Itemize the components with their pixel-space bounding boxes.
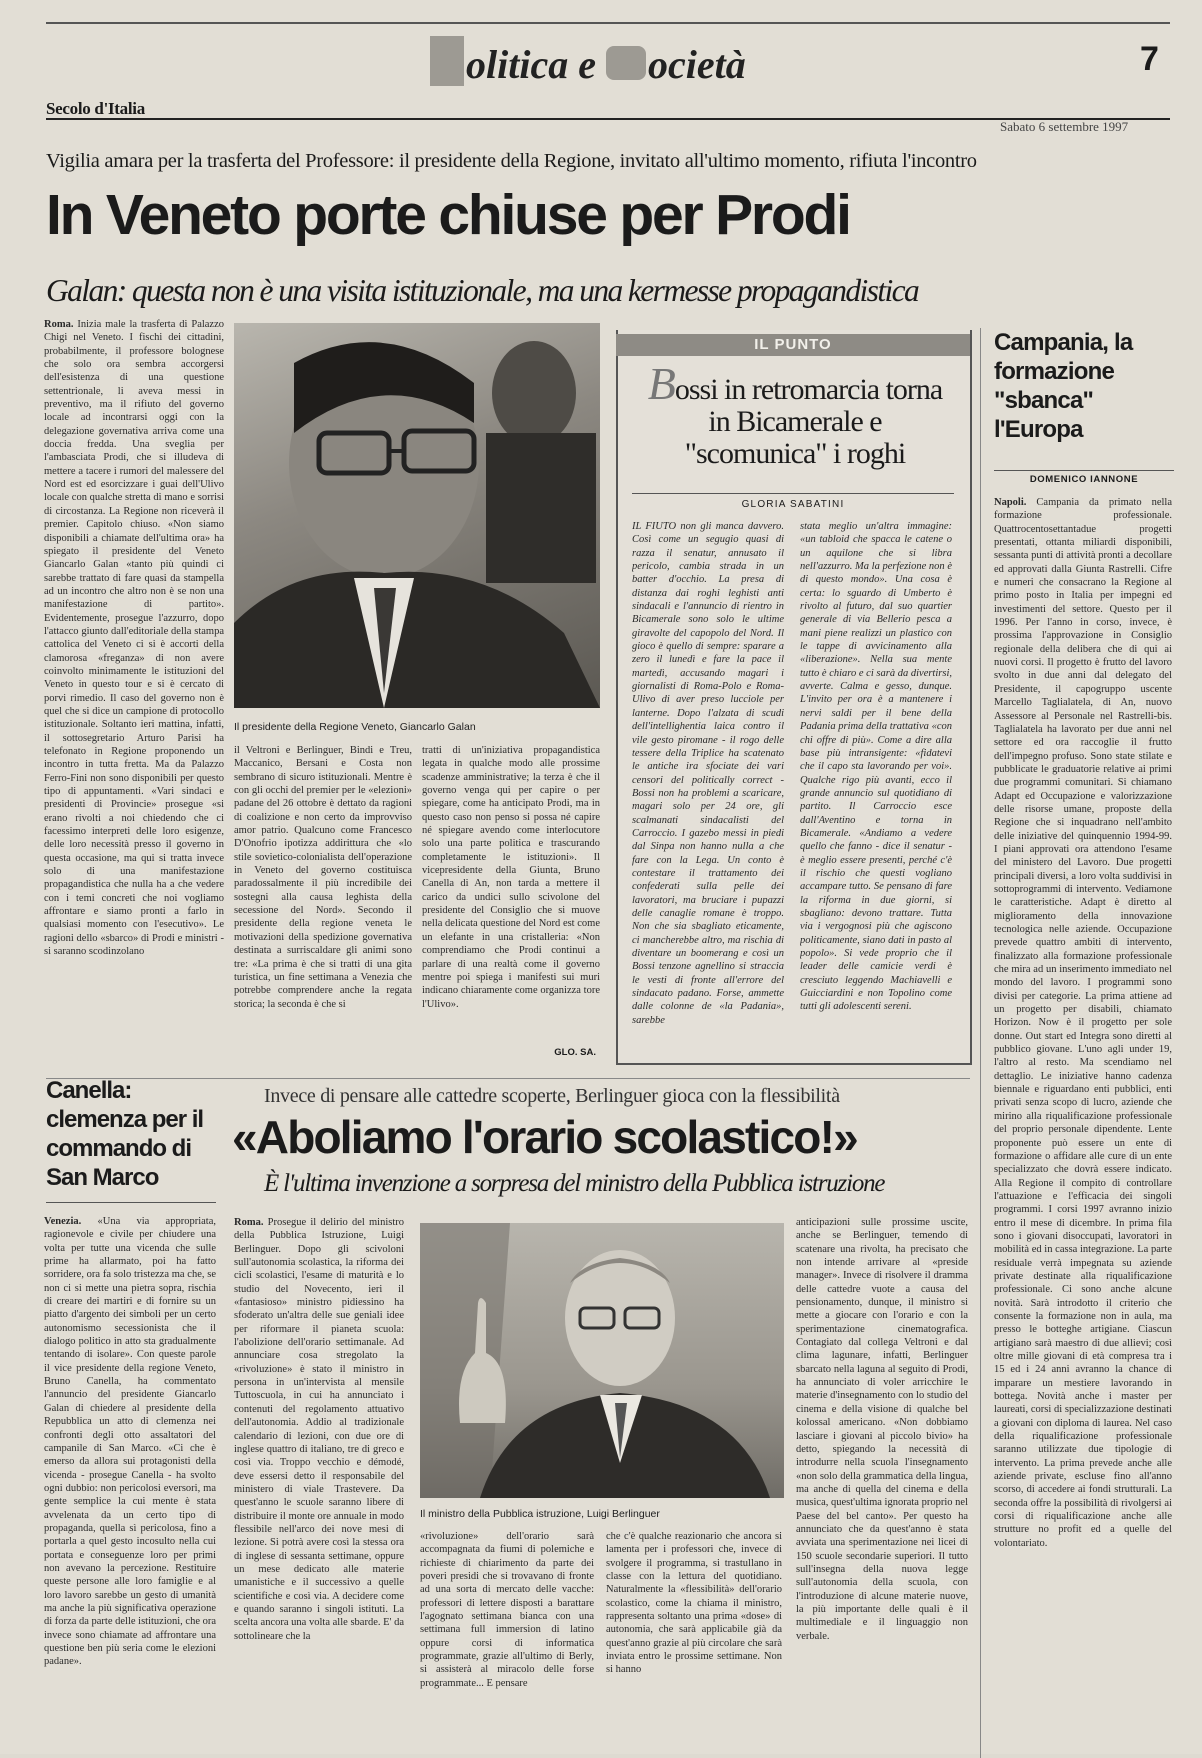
- campania-dateline: Napoli.: [994, 497, 1027, 508]
- berlinguer-photo-caption: Il ministro della Pubblica istruzione, Luigi Berlinguer: [420, 1508, 660, 1520]
- il-punto-column-2: stata meglio un'altra immagine: «un tabloid che spacca le catene o un aquilone che si libra nell'azzurro. Ma la perfezione non è di questo mondo». Una cosa è certa: lo sguardo di Umberto è rivolto al futuro, dal suo quartier generale di via Bellerio pesca a mani piene realizzi un plastico con le tappe di avvicinamento alla «liberazione». Nella sua mente tutto è chiaro e ci sarà da divertirsi, avverte. Calma e gesso, dunque. L'invito per ora è a mantenere i nervi saldi per il bene della Padania prima della trattativa «con chi offre di più». Come a dire alla base più intransigente: «fidatevi che il capo sta lavorando per voi». Qualche rigo più avanti, ecco il grande annuncio sul quotidiano di partito. Il Carroccio esce dall'Aventino e torna in Bicamerale. «Andiamo a vedere quello che fanno - dice il senatur - è meglio essere presenti, perché c'è il rischio che questi vogliano accampare tutto. Se pensano di fare la riforma in due giorni, si sbagliano: devono trattare. Tutta via i vergognosi più che agiscono politicamente, siano dati in pasto al popolo». Si vede proprio che il leader delle camicie verdi è cresciuto leggendo Machiavelli e Guicciardini e non Topolino come tutti gli adolescenti sereni.: [800, 521, 952, 1013]
- section-title-cap-s: [606, 46, 646, 80]
- lead-kicker: Vigilia amara per la trasferta del Professore: il presidente della Regione, invitato all'ultimo momento, rifiuta l'incontro: [46, 150, 977, 172]
- newspaper-name: Secolo d'Italia: [46, 99, 145, 118]
- campania-text: Campania da primato nella formazione professionale. Quattrocentosettantadue progetti presentati, ottanta miliardi disponibili, sessanta punti di attività pronti a decollare ed approvati dalla Giunta Rastrelli. Cifre e numeri che consacrano la Regione al primo posto in Italia per impegni ed investimenti del settore. Questo per il 1996. Per l'anno in corso, invece, è prossima l'approvazione in Consiglio regionale della delibera che di qui ai nuovi corsi. Il progetto è frutto del lavoro svolto in due anni dal delegato del Presidente, il capogruppo uscente Marcello Taglialatela, di An, nuovo Assessore al Personale nel Rastrelli-bis. Taglialatela ha lavorato per due anni nel settore ed ora raccoglie il frutto dell'impegno profuso. Sono state stilate e pubblicate le graduatorie relative ai primi due programmi comunitari. Si chiamano Adapt ed Occupazione e valorizzazione delle risorse umane, proposte della Regione che si inquadrano nell'ambito delle iniziative del quinquennio 1994-99. I piani approvati ora attendono l'esame del ministero del Lavoro. Due progetti principali diversi, a loro volta suddivisi in sottoprogrammi di intervento. Vediamone le caratteristiche. Adapt è diretto al miglioramento della innovazione tecnologica nelle aziende. Occupazione prevede quattro ambiti di intervento, finalizzato alla formazione professionale che mira ad un inserimento immediato nel mondo del lavoro. I programmi sono divisi per categorie. La prima attiene ad un progetto per disabili, chiamato Horizon. Now è il progetto per sole donne. Out start ed Integra sono diretti al pubblico giovane. L'uno agli under 19, l'altro al resto. Ma scendiamo nel dettaglio. Le iniziative hanno cadenza biennale e riguardano enti pubblici, enti privati senza scopo di lucro, aziende che mirino alla riqualificazione professionale del proprio personale dipendente. Lente proponente può essere un ente di formazione o affidare alle cure di un ente specializzato che dovrà essere indicato. Alla Regione il compito di controllare l'attuazione e l'efficacia dei singoli programmi. I corsi 1997 avranno inizio entro il mese di dicembre. In prima fila sono i giovani disoccupati, lavoratori in mobilità ed in cassa integrazione. La parte residuale verrà impegnata su aziende private destinate alla riqualificazione professionale. Ci sono anche alcune novità. Sarà introdotto il criterio che consente la formazione non in aula, ma presso le botteghe artigiane. Ciascun artigiano sarà maestro di due allievi; così oltre mille giovani di età compresa tra i 15 ed i 24 anni avranno la chance di imparare un mestiere lavorando in bottega. Novità anche i master per laureati, corsi di specializzazione destinati a giovani con diploma di laurea. Nel caso della riqualificazione professionale saranno utilizzate due tipologie di intervento. La prima prevede anche alle aziende private, escluse fino all'anno scorso, di accedere ai fondi strutturali. La seconda offre la possibilità di rivolgersi ai corsi di riqualificazione anche alle strutture no profit ed a quelle del volontariato.: [994, 497, 1172, 1549]
- il-punto-title-text: ossi in retromarcia torna in Bicamerale e "scomunica" i roghi: [674, 373, 943, 470]
- lead-column-1-text: Inizia male la trasferta di Palazzo Chigi nel Veneto. I fischi dei cittadini, probabilmente, il professore bolognese che solo ora sembra accorgersi dell'esistenza di una questione settentrionale, li aveva messi in preventivo, ma il rifiuto del governo locale ad incontrarsi oggi con la delegazione governativa arriva come una doccia fredda. Una sveglia per l'ambasciata Prodi, che si illudeva di mettere a tacere i rumori del malessere del Nord est ed esorcizzare i guai dell'Ulivo locale con qualche stretta di mano e sorrisi di circostanza. La Regione non riceverà il premier. Capitolo chiuso. «Non siamo disponibili a chiamate dell'ultima ora» ha spiegato il presidente del Veneto Giancarlo Galan «tanto più quindi ci sarebbe trattato di fare quasi da stampella ad un incontro che altro non è se non una manifestazione di partito». Evidentemente, prosegue l'azzurro, dopo l'attacco giunto dall'editoriale della stampa cattolica del Veneto ci si è accorti della clamorosa «freganza» di non avere coinvolto minimamente le istituzioni del Veneto in questo tour e si è cercato di porvi rimedio. Il caso del governo non è quel che si dice un campione di protocollo istituzionale. Soltanto ieri mattina, infatti, il sottosegretario Arturo Parisi ha telefonato in Regione proponendo un incontro in tutta fretta. Ma da Palazzo Ferro-Fini non sono disponibili per questo tipo di appuntamenti. «Vari sindaci e presidenti di Provincie» prosegue «si erano rivolti a noi chiedendo che ci facessimo interpreti delle loro esigenze, delle loro necessità presso il governo in questa occasione, ma qui si tratta invece solo di una manifestazione propagandistica che nulla ha a che vedere con i temi concreti che noi vogliamo affrontare e siamo pronti a farlo in qualsiasi momento con l'esecutivo». Le ragioni dello «sbarco» di Prodi e ministri - si saranno scodinzolano: [44, 319, 224, 958]
- section-title-part-1: olitica e: [466, 42, 606, 87]
- section-title: [430, 36, 746, 96]
- canella-rule: [46, 1202, 216, 1203]
- berlinguer-photo: [420, 1223, 784, 1498]
- canella-headline: Canella: clemenza per il commando di San Marco: [46, 1077, 204, 1191]
- lead-column-1: [44, 318, 224, 1046]
- right-column-rule: [980, 328, 981, 1758]
- lead-dateline: Roma.: [44, 319, 74, 330]
- canella-column: [44, 1215, 216, 1745]
- issue-date: Sabato 6 settembre 1997: [1000, 119, 1129, 134]
- lead-column-3: tratti di un'iniziativa propagandistica legata in qualche modo alle prossime scadenze amministrative; la terza è che il governo venga qui per capire o per spiegare, come ha anticipato Prodi, ma in questo caso non penso si possa né capire né spiegare avendo come interlocutore solo una parte politica e trascurando completamente le istituzioni». Il vicepresidente della Giunta, Bruno Canella di An, non tarda a mettere il carico da undici sullo scivolone del presidente del Consiglio che si muove nella delicata questione del Nord est come un elefante in una cristalleria: «Non comprendiamo che Prodi continui a parlare di una realtà come il governo mentre poi spiega i manifesti sui muri indicano chiaramente come organizza tore l'Ulivo».: [422, 745, 600, 1010]
- lead-headline: In Veneto porte chiuse per Prodi: [46, 183, 850, 247]
- il-punto-byline-rule: [632, 493, 954, 494]
- berlinguer-subheadline: È l'ultima invenzione a sorpresa del ministro della Pubblica istruzione: [264, 1170, 885, 1197]
- berlinguer-column-4: anticipazioni sulle prossime uscite, anche se Berlinguer, temendo di scatenare una rivolta, ha precisato che non intende arrivare al «preside manager». Invece di risolvere il dramma delle cattedre vuote a causa del pensionamento, dunque, il ministro si mette a giocare con l'orario e con la sperimentazione cinematografica. Contagiato dal collega Veltroni e dal clima lagunare, infatti, Berlinguer sbarcato nella laguna al seguito di Prodi, ha annunciato di voler arricchire le materie d'insegnamento con lo studio del cinema e della visione di qualche bel kolossal americano. «Non dobbiamo lasciare i giovani al piccolo bivio» ha detto, spiegando la necessità di introdurre nella scuola l'insegnamento «non solo della grammatica della lingua, ma anche di quella del cinema e della musica, quest'ultima ignorata proprio nel Paese del bel canto». Per questo ha annunciato che da quest'anno è stata avviata una sperimentazione nei licei di 150 scuole secondarie superiori. Il tutto sull'insegna della nuova legge sull'autonomia della scuola, con l'introduzione di alcune materie nuove, la più importante delle quali è il multimediale e il linguaggio non verbale.: [796, 1217, 968, 1642]
- top-rule: [46, 22, 1170, 24]
- portrait-illustration: [234, 323, 600, 708]
- canella-dateline: Venezia.: [44, 1216, 82, 1227]
- berlinguer-column-1-text: Prosegue il delirio del ministro della Pubblica Istruzione, Luigi Berlinguer. Dopo gli scivoloni sull'autonomia scolastica, la riforma dei cicli scolastici, l'esame di maturità e lo studio del Novecento, ieri il «fantasioso» ministro pidiessino ha sfoderato un'altra delle sue geniali idee per riformare il pianeta scuola: l'abolizione dell'orario settimanale. Ad annunciare cosa stregolato la «rivoluzione» è stato il ministro in persona in un'intervista al mensile Tuttoscuola, in cui ha annunciato i contenuti del regolamento attuativo dell'autonomia. Addio al tradizionale calendario di lezioni, con due ore di inglese quattro di italiano, tre di greco e così via. Troppo vecchio e démodé, deve essersi detto il responsabile del ministero di viale Trastevere. Da quest'anno le scuole saranno libere di distribuire il monte ore annuale in modo flessibile nell'arco dei nove mesi di lezione. Si potrà avere così la stessa ora di inglese di sessanta settimane, oppure un mese dedicato alle materie umanistiche e il successivo a quelle scientifiche e così via. A decidere come e quando saranno i singoli istituti. La scelta ancora una volta alle sbarde. E' da sottolineare che la: [234, 1217, 404, 1642]
- section-title-cap-p: [430, 36, 464, 86]
- berlinguer-kicker: Invece di pensare alle cattedre scoperte, Berlinguer gioca con la flessibilità: [264, 1085, 840, 1107]
- galan-photo: [234, 323, 600, 708]
- il-punto-title: [640, 358, 950, 470]
- campania-byline: DOMENICO IANNONE: [1029, 474, 1139, 485]
- berlinguer-headline: «Aboliamo l'orario scolastico!»: [232, 1111, 857, 1163]
- il-punto-column-1: IL FIUTO non gli manca davvero. Così come un segugio quasi di razza il senatur, annusato il pericolo, cambia strada in un batter d'occhio. La presa di distanza dai roghi leghisti anti sindacali e l'annuncio di rientro in Bicamerale sono solo le ultime giravolte del capopolo del Nord. Il gioco è quello di sempre: sparare a zero il lunedì e fare la pace il martedì, accusando magari i giornalisti di Roma-Polo e Roma-Ulivo di aver preso lucciole per lanterne. Dopo l'alzata di scudi dell'intellighentia laica contro il vile gesto piromane - il rogo delle tessere della Triplice ha scatenato le antiche ira sfociate dei vari censori del politically correct - Bossi non ha problemi a scaricare, magari solo per 24 ore, gli scalmanati sindacalisti del Carroccio. I gazebo messi in piedi dal Sinpa non hanno nulla a che fare con la Lega. Un conto è contestare il trattamento dei confederati sulla pelle dei lavoratori, ma bruciare i pupazzi delle canaglie romane è troppo. Non che sia sbagliato eticamente, ci mancherebbe altro, ma rischia di diventare un boomerang e così un Bossi tenzone agnellino si straccia le vesti di fronte all'errore del sindacato padano. Forse, ammette dalle colonne de «la Padania», sarebbe: [632, 521, 784, 1026]
- campania-headline: Campania, la formazione "sbanca" l'Europa: [994, 329, 1133, 443]
- lead-column-2: il Veltroni e Berlinguer, Bindi e Treu, Maccanico, Bersani e Costa non sembrano di sicuro istituzionali. Mentre è con gli occhi del premier per le «elezioni» padane del 26 ottobre è dettato da ragioni di coalizione e non certo da improvviso amor patrio. Qualcuno come Francesco D'Onofrio ipotizza addirittura che «lo stile sovietico-colonialista dell'operazione in Veneto del governo costituisca paradossalmente il più incredibile dei sostegni alla causa leghista della secessione del Nord». Secondo il presidente della regione veneta le motivazioni della spedizione governativa destinata a surriscaldare gli animi sono tre: «La prima è che si tratti di una gita turistica, un fine settimana a Venezia che potrebbe comprendere anche la regata storica; la seconda è che si: [234, 745, 412, 1010]
- campania-column: [994, 496, 1172, 1746]
- berlinguer-column-2: «rivoluzione» dell'orario sarà accompagnata da fiumi di polemiche e richieste di chiarimento da parte dei poveri presidi che si trovavano di fronte ad una sorta di mercato delle vacche: professori di lettere disposti a barattare l'agognato settimana bianca con una settimana full immersion di latino oppure corsi di informatica programmate, grazie all'ultimo di Berly, si assisterà al miracolo delle forse programmate... E pensare: [420, 1531, 594, 1689]
- berlinguer-portrait-illustration: [420, 1223, 784, 1498]
- galan-photo-caption: Il presidente della Regione Veneto, Giancarlo Galan: [234, 721, 476, 733]
- berlinguer-dateline: Roma.: [234, 1217, 264, 1228]
- il-punto-label: IL PUNTO: [616, 334, 970, 356]
- canella-text: «Una via appropriata, ragionevole e civile per chiudere una volta per tutte una vicenda che sulle prime ha allarmato, poi ha fatto sorridere, ora fa solo tristezza ma che, se non ci si mette una pietra sopra, rischia di creare dei martiri e di fornire su un piatto d'argento dei simboli per un certo autonomismo secessionista che il dialogo politico in atto sta gradualmente tentando di isolare». Con queste parole il vice presidente della regione Veneto, Bruno Canella, ha commentato l'annuncio del presidente Giancarlo Galan di chiedere al presidente della Repubblica un atto di clemenza nei confronti degli otto assaltatori del campanile di San Marco. «Ci che è emerso da allora sui protagonisti della vicenda - prosegue Canella - ha svolto ogni dubbio: non pericolosi eversori, ma gente semplice la cui mente è stata avvelenata da un certo tipo di propaganda, quella sì pericolosa, fino a portarla a quel gesto incosulto nella cui portata e conseguenze loro per primi non avevano la percezione. Restituire queste persone alle loro famiglie e al loro lavoro sarebbe un gesto di umanità ma anche la più significativa operazione di forza da parte delle istituzioni, che ora invece sono chiamate ad affrontare una questione ben più seria come le elezioni padane».: [44, 1216, 216, 1668]
- berlinguer-column-1: [234, 1216, 404, 1746]
- berlinguer-column-3: che c'è qualche reazionario che ancora si lamenta per i professori che, invece di svolgere il programma, si trastullano in classe con la lettura del quotidiano. Naturalmente la «flessibilità» dell'orario scolastico, come la chiama il ministro, rappresenta soltanto una prima «dose» di autonomia, che sarà applicabile già da quest'anno grazie al più circolare che sarà inviata entro le prossime settimane. Non si hanno: [606, 1531, 782, 1676]
- section-title-part-2: ocietà: [647, 42, 746, 87]
- il-punto-signature: GLO. SA.: [554, 1047, 596, 1058]
- lead-subheadline: Galan: questa non è una visita istituzionale, ma una kermesse propagandistica: [46, 273, 919, 308]
- il-punto-title-drop: B: [647, 358, 675, 409]
- campania-byline-rule: [994, 470, 1174, 471]
- page-number: 7: [1140, 40, 1159, 78]
- il-punto-byline: GLORIA SABATINI: [741, 499, 845, 510]
